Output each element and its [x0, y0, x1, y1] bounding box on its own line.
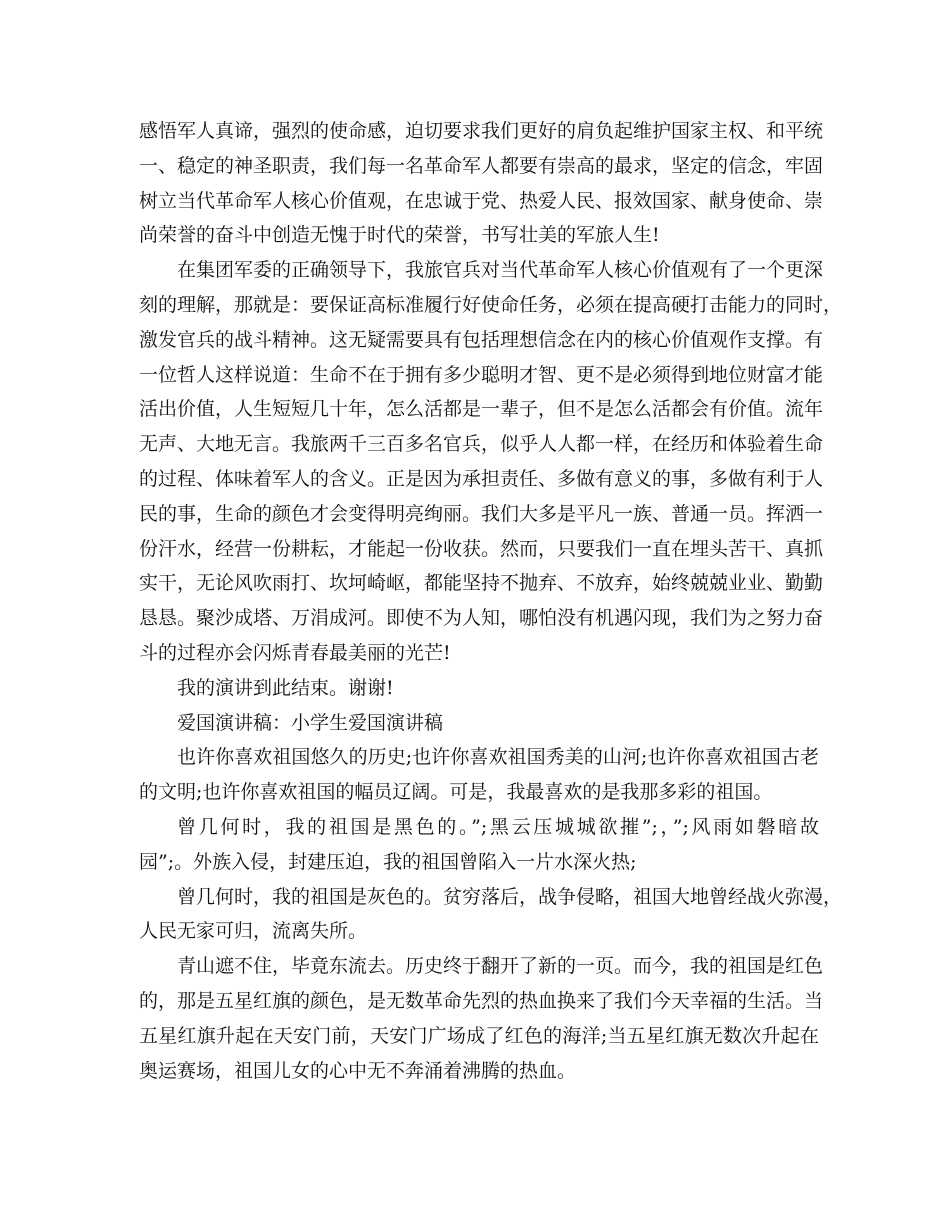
- text-line: 园”;。外族入侵，封建压迫，我的祖国曾陷入一片水深火热;: [139, 850, 637, 873]
- text-line: 感悟军人真谛，强烈的使命感，迫切要求我们更好的肩负起维护国家主权、和平统: [139, 120, 824, 142]
- text-line: 激发官兵的战斗精神。这无疑需要具有包括理想信念在内的核心价值观作支撑。有: [139, 328, 824, 351]
- text-line: 青山遮不住，毕竟东流去。历史终于翻开了新的一页。而今，我的祖国是红色: [177, 955, 824, 978]
- text-line: 份汗水，经营一份耕耘，才能起一份收获。然而，只要我们一直在埋头苦干、真抓: [139, 537, 824, 560]
- text-line: 刻的理解，那就是：要保证高标准履行好使命任务，必须在提高硬打击能力的同时，: [139, 293, 843, 316]
- text-line: 曾几何时，我的祖国是灰色的。贫穷落后，战争侵略，祖国大地曾经战火弥漫，: [177, 885, 843, 908]
- text-line: 人民无家可归，流离失所。: [139, 920, 368, 943]
- text-line: 一、稳定的神圣职责，我们每一名革命军人都要有崇高的最求，坚定的信念，牢固: [139, 154, 824, 177]
- text-line: 无声、大地无言。我旅两千三百多名官兵，似乎人人都一样，在经历和体验着生命: [139, 433, 824, 456]
- text-line: 也许你喜欢祖国悠久的历史;也许你喜欢祖国秀美的山河;也许你喜欢祖国古老: [177, 746, 819, 769]
- text-line: 在集团军委的正确领导下，我旅官兵对当代革命军人核心价值观有了一个更深: [177, 259, 824, 282]
- body-text: [139, 114, 843, 1088]
- text-line: 的文明;也许你喜欢祖国的幅员辽阔。可是，我最喜欢的是我那多彩的祖国。: [139, 781, 773, 804]
- text-line: 尚荣誉的奋斗中创造无愧于时代的荣誉，书写壮美的军旅人生!: [139, 224, 660, 247]
- text-line: 奥运赛场，祖国儿女的心中无不奔涌着沸腾的热血。: [139, 1059, 577, 1082]
- text-line: 民的事，生命的颜色才会变得明亮绚丽。我们大多是平凡一族、普通一员。挥洒一: [139, 502, 824, 525]
- text-line: 曾几何时，我的祖国是黑色的。”;黑云压城城欲摧”;，”;风雨如磐暗故: [177, 815, 819, 838]
- text-line: 一位哲人这样说道：生命不在于拥有多少聪明才智、更不是必须得到地位财富才能: [139, 363, 824, 386]
- text-line: 五星红旗升起在天安门前，天安门广场成了红色的海洋;当五星红旗无数次升起在: [139, 1024, 819, 1047]
- text-line: 恳恳。聚沙成塔、万涓成河。即使不为人知，哪怕没有机遇闪现，我们为之努力奋: [139, 607, 824, 630]
- text-line: 的过程、体味着军人的含义。正是因为承担责任、多做有意义的事，多做有利于人: [139, 467, 824, 490]
- text-line: 爱国演讲稿：小学生爱国演讲稿: [177, 711, 444, 734]
- text-line: 实干，无论风吹雨打、坎坷崎岖，都能坚持不抛弃、不放弃，始终兢兢业业、勤勤: [139, 572, 824, 595]
- text-line: 活出价值，人生短短几十年，怎么活都是一辈子，但不是怎么活都会有价值。流年: [139, 398, 824, 421]
- text-line: 的，那是五星红旗的颜色，是无数革命先烈的热血换来了我们今天幸福的生活。当: [139, 989, 824, 1012]
- text-line: 树立当代革命军人核心价值观，在忠诚于党、热爱人民、报效国家、献身使命、崇: [139, 189, 824, 212]
- text-line: 斗的过程亦会闪烁青春最美丽的光芒!: [139, 641, 451, 664]
- text-line: 我的演讲到此结束。谢谢!: [177, 676, 394, 699]
